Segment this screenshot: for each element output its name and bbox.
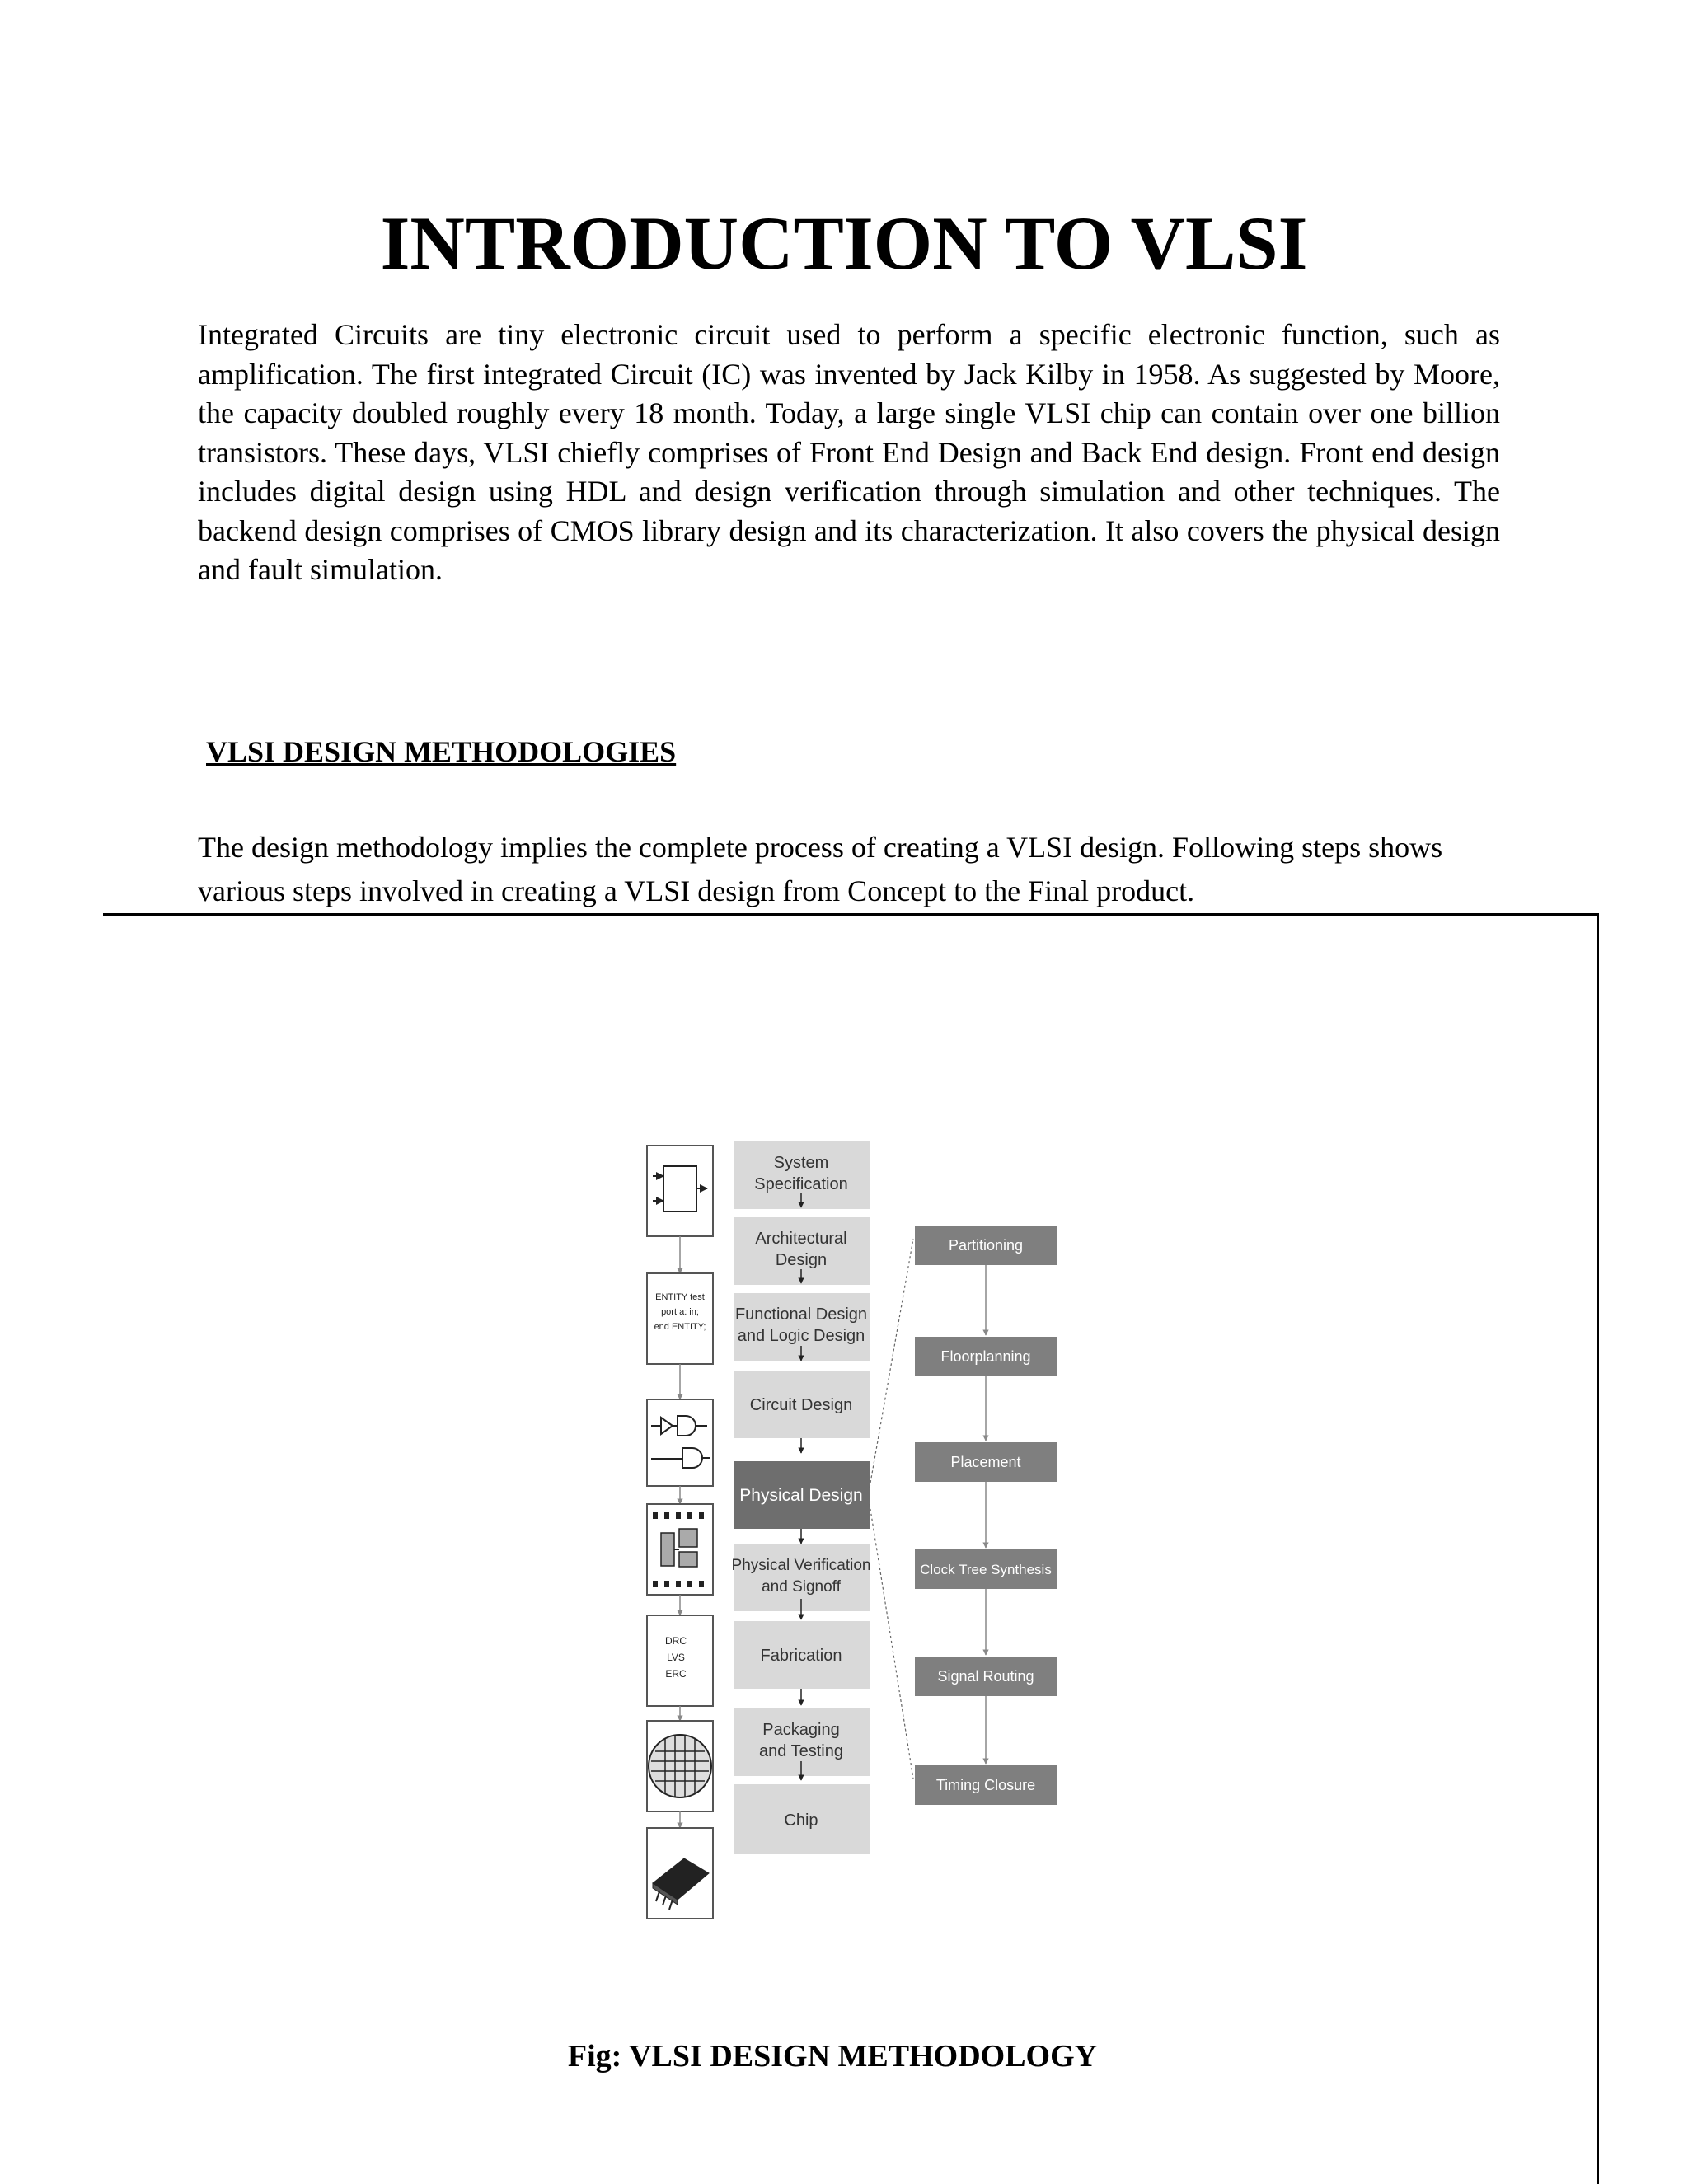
hdl-line-1: ENTITY test	[655, 1292, 705, 1302]
wafer-icon	[647, 1721, 713, 1811]
physical-design-steps	[915, 1226, 1057, 1805]
step-physical-design-label: Physical Design	[739, 1486, 863, 1505]
step-packaging-testing-line-2: and Testing	[759, 1742, 843, 1760]
step-system-specification-line-2: Specification	[754, 1175, 848, 1193]
block-diagram-icon	[647, 1146, 713, 1236]
hdl-line-3: end ENTITY;	[654, 1322, 706, 1332]
intro-paragraph: Integrated Circuits are tiny electronic circuit used to perform a specific electronic function, such as amplification. The first integrated Circuit (IC) was invented by Jack Kilby in 1958. As suggested by Moore, the capacity doubled roughly every 18 month. Today, a large single VLSI chip can contain over one billion transistors. These days, VLSI chiefly comprises of Front End Design and Back End design. Front end design includes digital design using HDL and design verification through simulation and other techniques. The backend design comprises of CMOS library design and its characterization. It also covers the physical design and fault simulation.	[198, 318, 1500, 586]
pd-step-floorplanning-label: Floorplanning	[940, 1348, 1031, 1365]
pd-step-placement-label: Placement	[950, 1454, 1021, 1470]
layout-icon	[647, 1504, 713, 1595]
figure-frame-right-border	[1597, 913, 1599, 2184]
step-functional-logic-design-line-1: Functional Design	[734, 1305, 868, 1324]
pd-step-clock-tree-synthesis	[915, 1549, 1057, 1589]
physical-design-bracket	[870, 1239, 913, 1779]
chip-package-icon	[647, 1828, 713, 1919]
logic-gates-icon	[647, 1399, 713, 1486]
pd-step-signal-routing-label: Signal Routing	[937, 1668, 1034, 1685]
pd-step-placement	[915, 1442, 1057, 1482]
section-paragraph: The design methodology implies the complete process of creating a VLSI design. Following steps shows various steps involved in creating a VLSI design from Concept to the Final product.	[198, 831, 1443, 907]
lvs-label: LVS	[667, 1652, 685, 1663]
icon-column	[647, 1146, 713, 1919]
step-chip-label: Chip	[784, 1811, 818, 1830]
pd-step-floorplanning	[915, 1337, 1057, 1376]
step-circuit-design	[734, 1371, 870, 1438]
erc-label: ERC	[665, 1668, 687, 1680]
step-packaging-testing-line-1: Packaging	[762, 1721, 840, 1739]
hdl-line-2: port a: in;	[661, 1307, 699, 1317]
step-physical-design	[734, 1461, 870, 1529]
step-fabrication-label: Fabrication	[760, 1647, 842, 1665]
pd-step-clock-tree-synthesis-label: Clock Tree Synthesis	[920, 1562, 1052, 1577]
flow-column	[732, 1141, 871, 1854]
hdl-code-icon	[647, 1273, 713, 1364]
vlsi-methodology-diagram	[643, 1141, 1071, 1966]
drc-check-icon	[647, 1615, 713, 1706]
step-chip	[734, 1784, 870, 1854]
page-title: INTRODUCTION TO VLSI	[380, 201, 1308, 285]
step-fabrication	[734, 1621, 870, 1689]
step-architectural-design-line-2: Design	[775, 1251, 828, 1269]
figure-caption: Fig: VLSI DESIGN METHODOLOGY	[567, 2039, 1098, 2074]
pd-step-partitioning	[915, 1226, 1057, 1265]
pd-step-timing-closure-label: Timing Closure	[935, 1777, 1036, 1793]
section-heading: VLSI DESIGN METHODOLOGIES	[206, 735, 677, 768]
pd-step-signal-routing	[915, 1657, 1057, 1696]
step-functional-logic-design-line-2: and Logic Design	[737, 1327, 865, 1345]
step-architectural-design-line-1: Architectural	[755, 1230, 847, 1248]
step-physical-verification-line-1: Physical Verification	[731, 1557, 871, 1574]
step-physical-verification-line-2: and Signoff	[762, 1578, 841, 1596]
pd-step-timing-closure	[915, 1765, 1057, 1805]
step-circuit-design-label: Circuit Design	[749, 1396, 853, 1414]
step-system-specification-line-1: System	[773, 1154, 829, 1172]
figure-frame-top-border	[103, 913, 1599, 916]
drc-label: DRC	[665, 1635, 687, 1647]
pd-step-partitioning-label: Partitioning	[948, 1237, 1024, 1254]
